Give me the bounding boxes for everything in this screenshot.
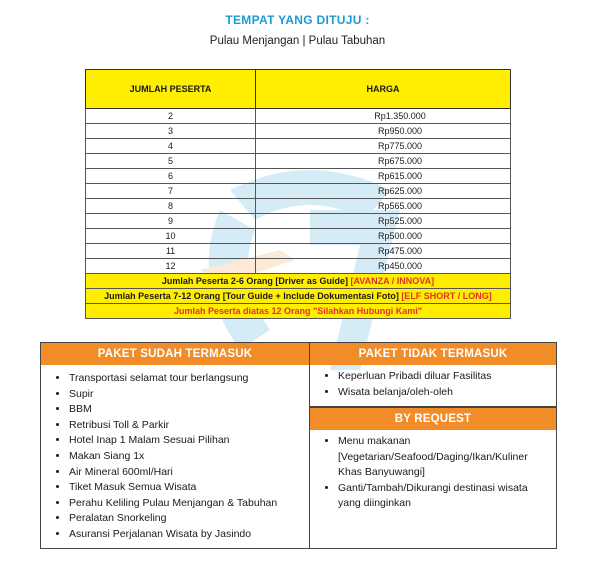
price-value: Rp525.000 [256,214,511,229]
participant-count: 7 [86,184,256,199]
header-price: HARGA [256,70,511,109]
price-row [86,199,511,214]
by-request-title: BY REQUEST [310,407,556,430]
participant-count: 12 [86,259,256,274]
package-details [40,342,557,549]
included-item: • Makan Siang 1x [69,449,309,465]
included-item: • Air Mineral 600ml/Hari [69,465,309,481]
included-item: • Hotel Inap 1 Malam Sesuai Pilihan [69,433,309,449]
included-title: PAKET SUDAH TERMASUK [41,343,309,365]
note-row-contact [86,304,511,319]
price-value: Rp625.000 [256,184,511,199]
price-row [86,244,511,259]
note-small-group-text: Jumlah Peserta 2-6 Orang [Driver as Guide] [161,276,348,286]
header-participants: JUMLAH PESERTA [86,70,256,109]
excluded-title: PAKET TIDAK TERMASUK [310,343,556,365]
price-value: Rp450.000 [256,259,511,274]
participant-count: 11 [86,244,256,259]
price-row [86,124,511,139]
included-item: • Retribusi Toll & Parkir [69,418,309,434]
included-item: • BBM [69,402,309,418]
destination-title: TEMPAT YANG DITUJU : [225,13,370,27]
included-list [41,365,309,543]
participant-count: 10 [86,229,256,244]
price-value: Rp475.000 [256,244,511,259]
price-table [85,69,511,319]
included-item: • Perahu Keliling Pulau Menjangan & Tabuhan [69,496,309,512]
price-value: Rp950.000 [256,124,511,139]
price-row [86,229,511,244]
included-item: • Asuransi Perjalanan Wisata by Jasindo [69,527,309,543]
participant-count: 8 [86,199,256,214]
price-value: Rp675.000 [256,154,511,169]
by-request-list [310,430,556,512]
excluded-item: • Wisata belanja/oleh-oleh [338,385,556,401]
price-row [86,169,511,184]
request-item: • Menu makanan [Vegetarian/Seafood/Daging/Ikan/Kuliner Khas Banyuwangi] [338,434,548,481]
included-item: • Transportasi selamat tour berlangsung [69,371,309,387]
note-small-group-vehicle: [AVANZA / INNOVA] [347,276,435,286]
price-row [86,259,511,274]
price-row [86,154,511,169]
price-value: Rp565.000 [256,199,511,214]
note-large-group-vehicle: [ELF SHORT / LONG] [398,291,492,301]
price-value: Rp500.000 [256,229,511,244]
note-contact-text: Jumlah Peserta diatas 12 Orang "Silahkan Hubungi Kami" [173,306,423,316]
participant-count: 4 [86,139,256,154]
destination-places: Pulau Menjangan | Pulau Tabuhan [209,35,386,47]
note-row-large-group [86,289,511,304]
participant-count: 9 [86,214,256,229]
request-item: • Ganti/Tambah/Dikurangi destinasi wisata yang diinginkan [338,481,548,512]
price-value: Rp1.350.000 [256,109,511,124]
participant-count: 2 [86,109,256,124]
price-row [86,214,511,229]
right-column [310,343,556,548]
price-value: Rp615.000 [256,169,511,184]
participant-count: 5 [86,154,256,169]
price-row [86,109,511,124]
excluded-item: • Keperluan Pribadi diluar Fasilitas [338,369,556,385]
included-item: • Tiket Masuk Semua Wisata [69,480,309,496]
included-item: • Peralatan Snorkeling [69,511,309,527]
included-section [41,343,310,548]
note-large-group-text: Jumlah Peserta 7-12 Orang [Tour Guide + Include Dokumentasi Foto] [104,291,399,301]
participant-count: 3 [86,124,256,139]
price-row [86,139,511,154]
price-table-header [86,70,511,109]
price-row [86,184,511,199]
note-row-small-group [86,274,511,289]
participant-count: 6 [86,169,256,184]
included-item: • Supir [69,387,309,403]
excluded-list [310,365,556,407]
price-value: Rp775.000 [256,139,511,154]
